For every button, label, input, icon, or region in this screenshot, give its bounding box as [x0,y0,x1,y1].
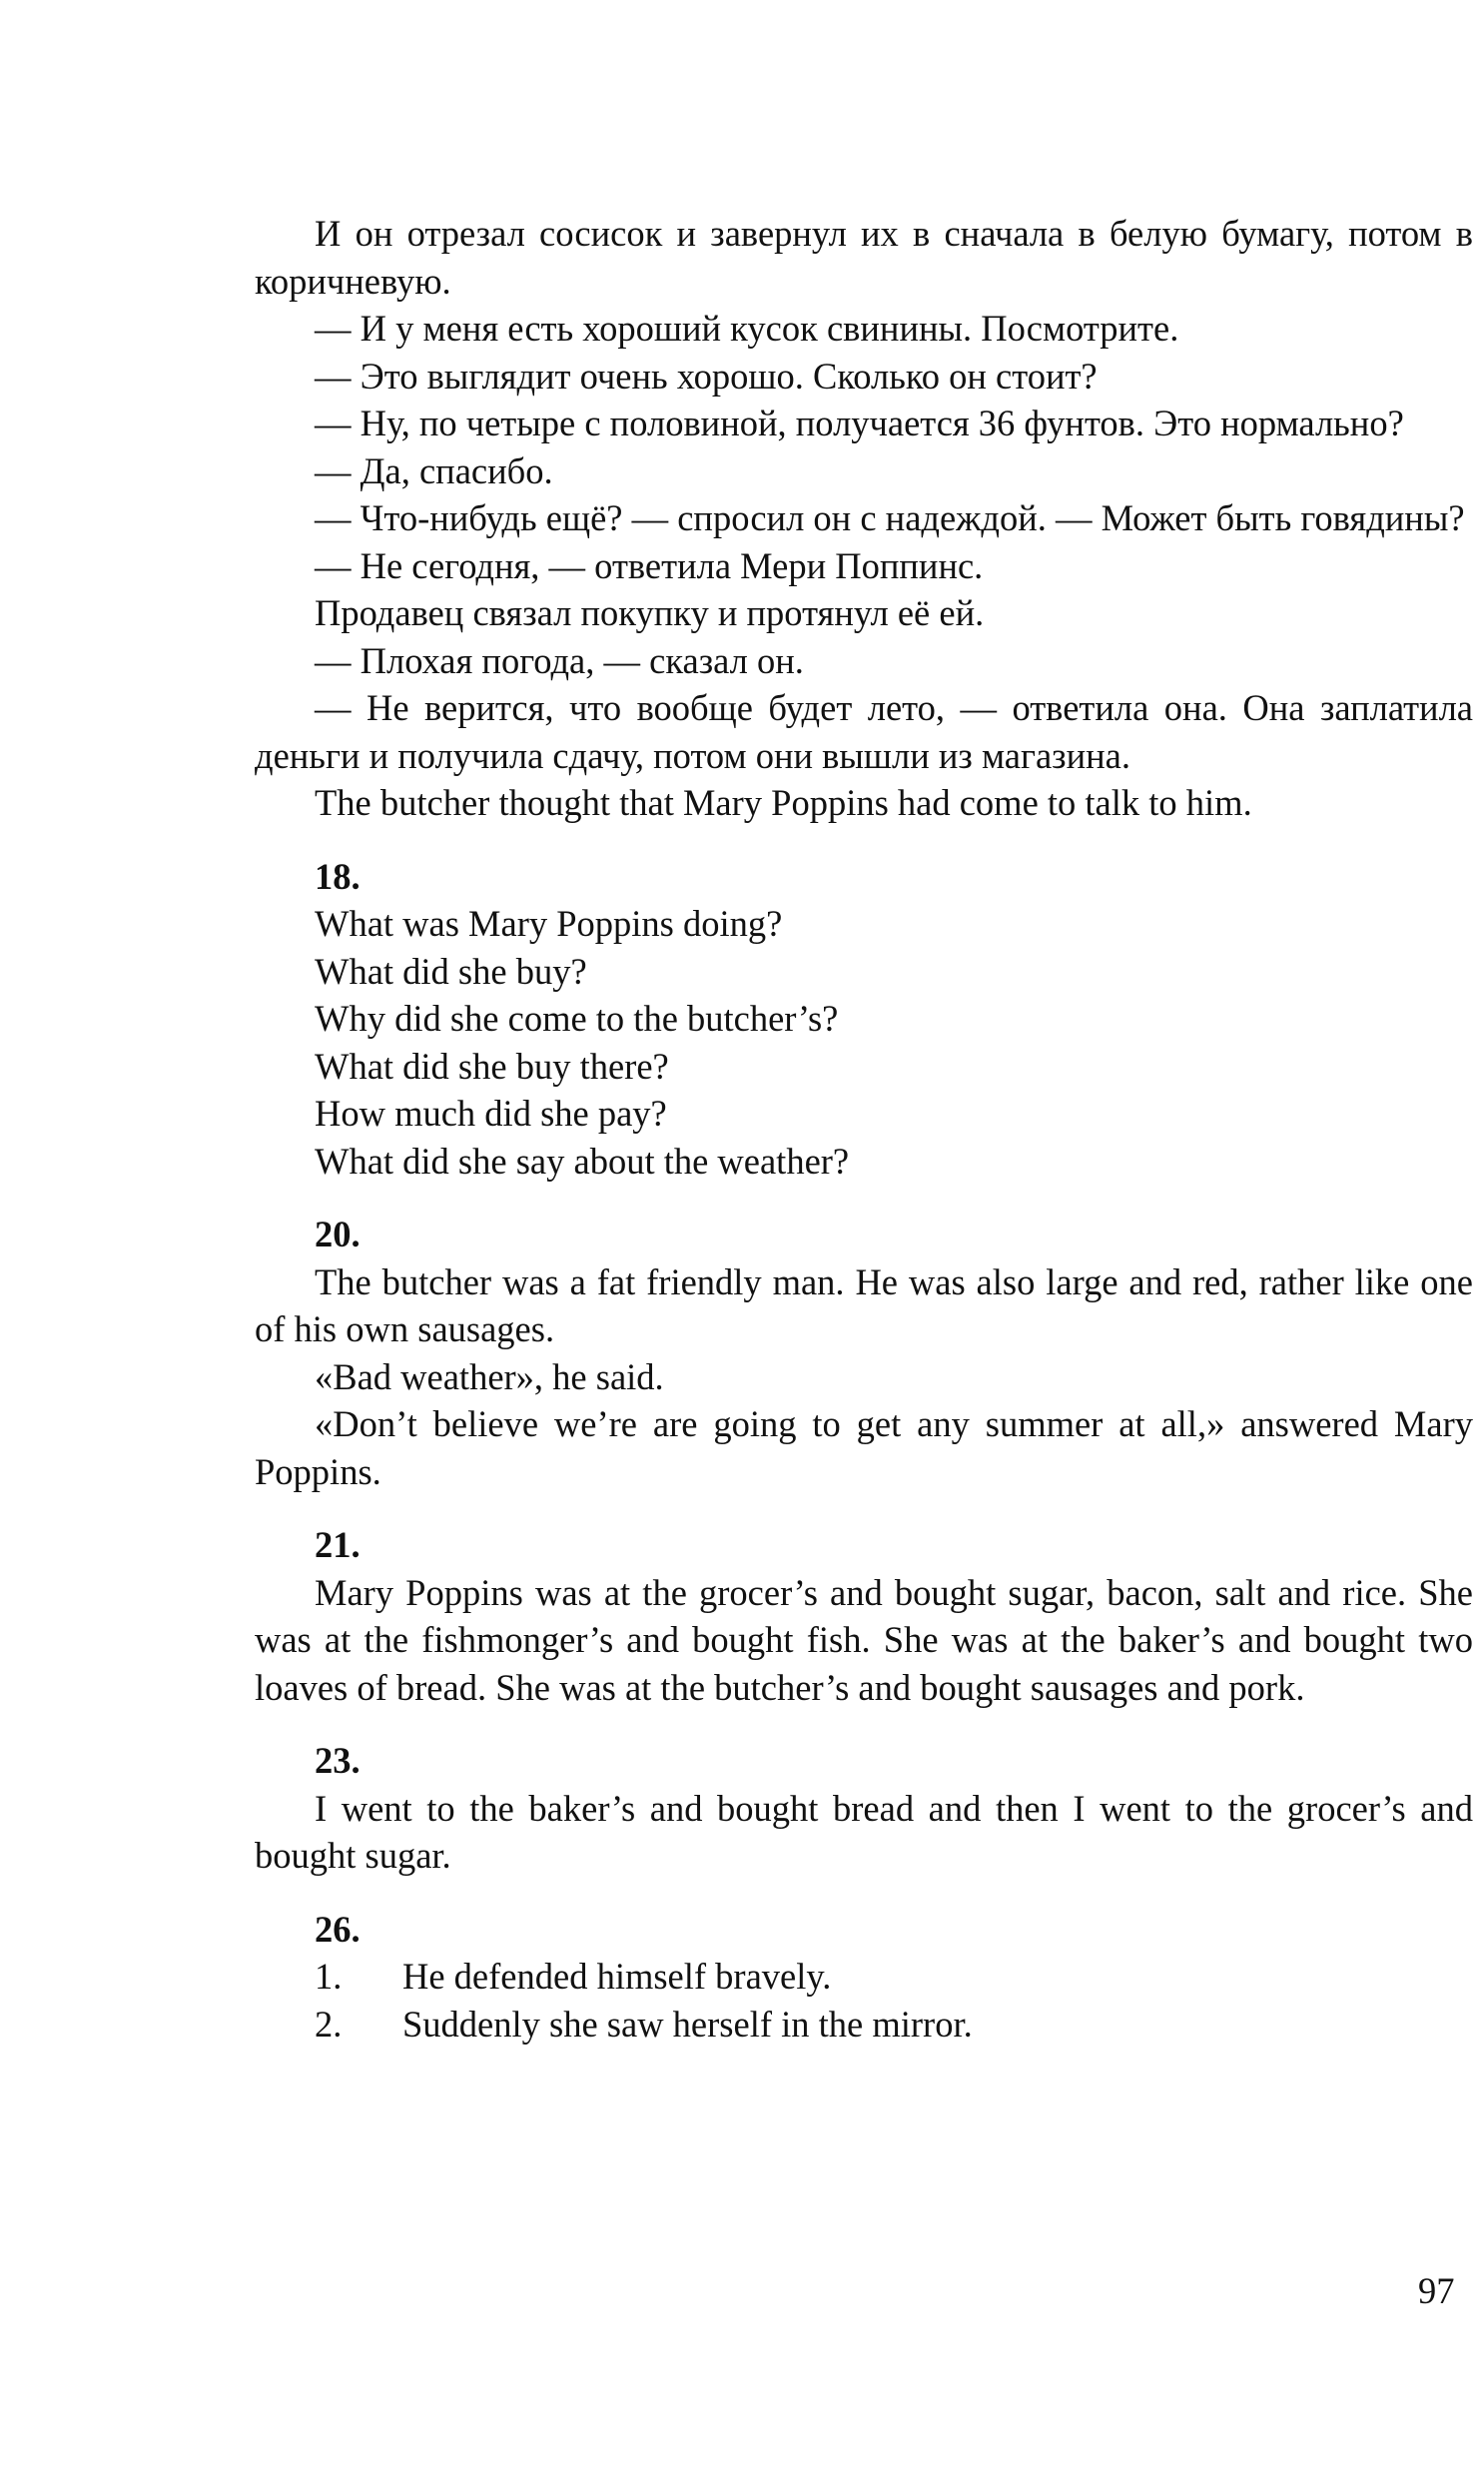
section-26 [255,1906,1473,2049]
paragraph: Продавец связал покупку и протянул её ей. [315,592,985,633]
question-line: What did she say about the weather? [315,1140,850,1182]
section-number: 21. [315,1524,361,1565]
section-20 [255,1211,1473,1495]
paragraph: — Это выглядит очень хорошо. Сколько он стоит? [315,355,1098,397]
section-18 [255,853,1473,1186]
list-item [255,1953,1473,2001]
list-item [255,2001,1473,2049]
paragraph: Mary Poppins was at the grocer’s and bought sugar, bacon, salt and rice. She was at the fishmonger’s and bought fish. She was at the baker’s and bought two loaves of bread. She was at the butcher’s and bought sausages and pork. [255,1571,1473,1708]
closing-sentence: The butcher thought that Mary Poppins had come to talk to him. [315,782,1252,823]
question-line: What was Mary Poppins doing? [315,903,783,944]
russian-dialogue [255,210,1473,827]
list-item-text: He defended himself bravely. [402,1956,832,1997]
paragraph: И он отрезал сосисок и завернул их в сначала в белую бумагу, потом в коричневую. [255,213,1473,302]
paragraph: — И у меня есть хороший кусок свинины. Посмотрите. [315,308,1179,349]
section-number: 23. [315,1740,361,1781]
question-line: What did she buy there? [315,1045,669,1087]
question-line: Why did she come to the butcher’s? [315,998,839,1039]
paragraph: The butcher was a fat friendly man. He was also large and red, rather like one of his own sausages. [255,1260,1473,1349]
paragraph: — Не верится, что вообще будет лето, — ответила она. Она заплатила деньги и получила сдачу, потом они вышли из магазина. [255,687,1473,776]
paragraph: «Bad weather», he said. [315,1355,664,1397]
paragraph: — Ну, по четыре с половиной, получается 36 фунтов. Это нормально? [315,403,1404,443]
paragraph: I went to the baker’s and bought bread and then I went to the grocer’s and bought sugar. [255,1787,1473,1876]
page-number: 97 [1418,2270,1455,2311]
section-number: 18. [315,855,361,897]
list-item-number: 1. [315,1956,343,1997]
list-item-text: Suddenly she saw herself in the mirror. [402,2003,973,2045]
section-21 [255,1521,1473,1711]
section-23 [255,1737,1473,1880]
question-line: How much did she pay? [315,1093,667,1134]
list-item-number: 2. [315,2003,343,2045]
paragraph: — Плохая погода, — сказал он. [315,639,804,681]
paragraph: — Что-нибудь ещё? — спросил он с надеждой. — Может быть говядины? [315,497,1465,538]
paragraph: — Не сегодня, — ответила Мери Поппинс. [315,544,984,586]
paragraph: «Don’t believe we’re are going to get any summer at all,» answered Mary Poppins. [255,1403,1473,1492]
paragraph: — Да, спасибо. [315,449,553,491]
question-line: What did she buy? [315,950,587,992]
section-number: 26. [315,1908,361,1950]
section-number: 20. [315,1214,361,1254]
page-body [255,210,1473,2048]
